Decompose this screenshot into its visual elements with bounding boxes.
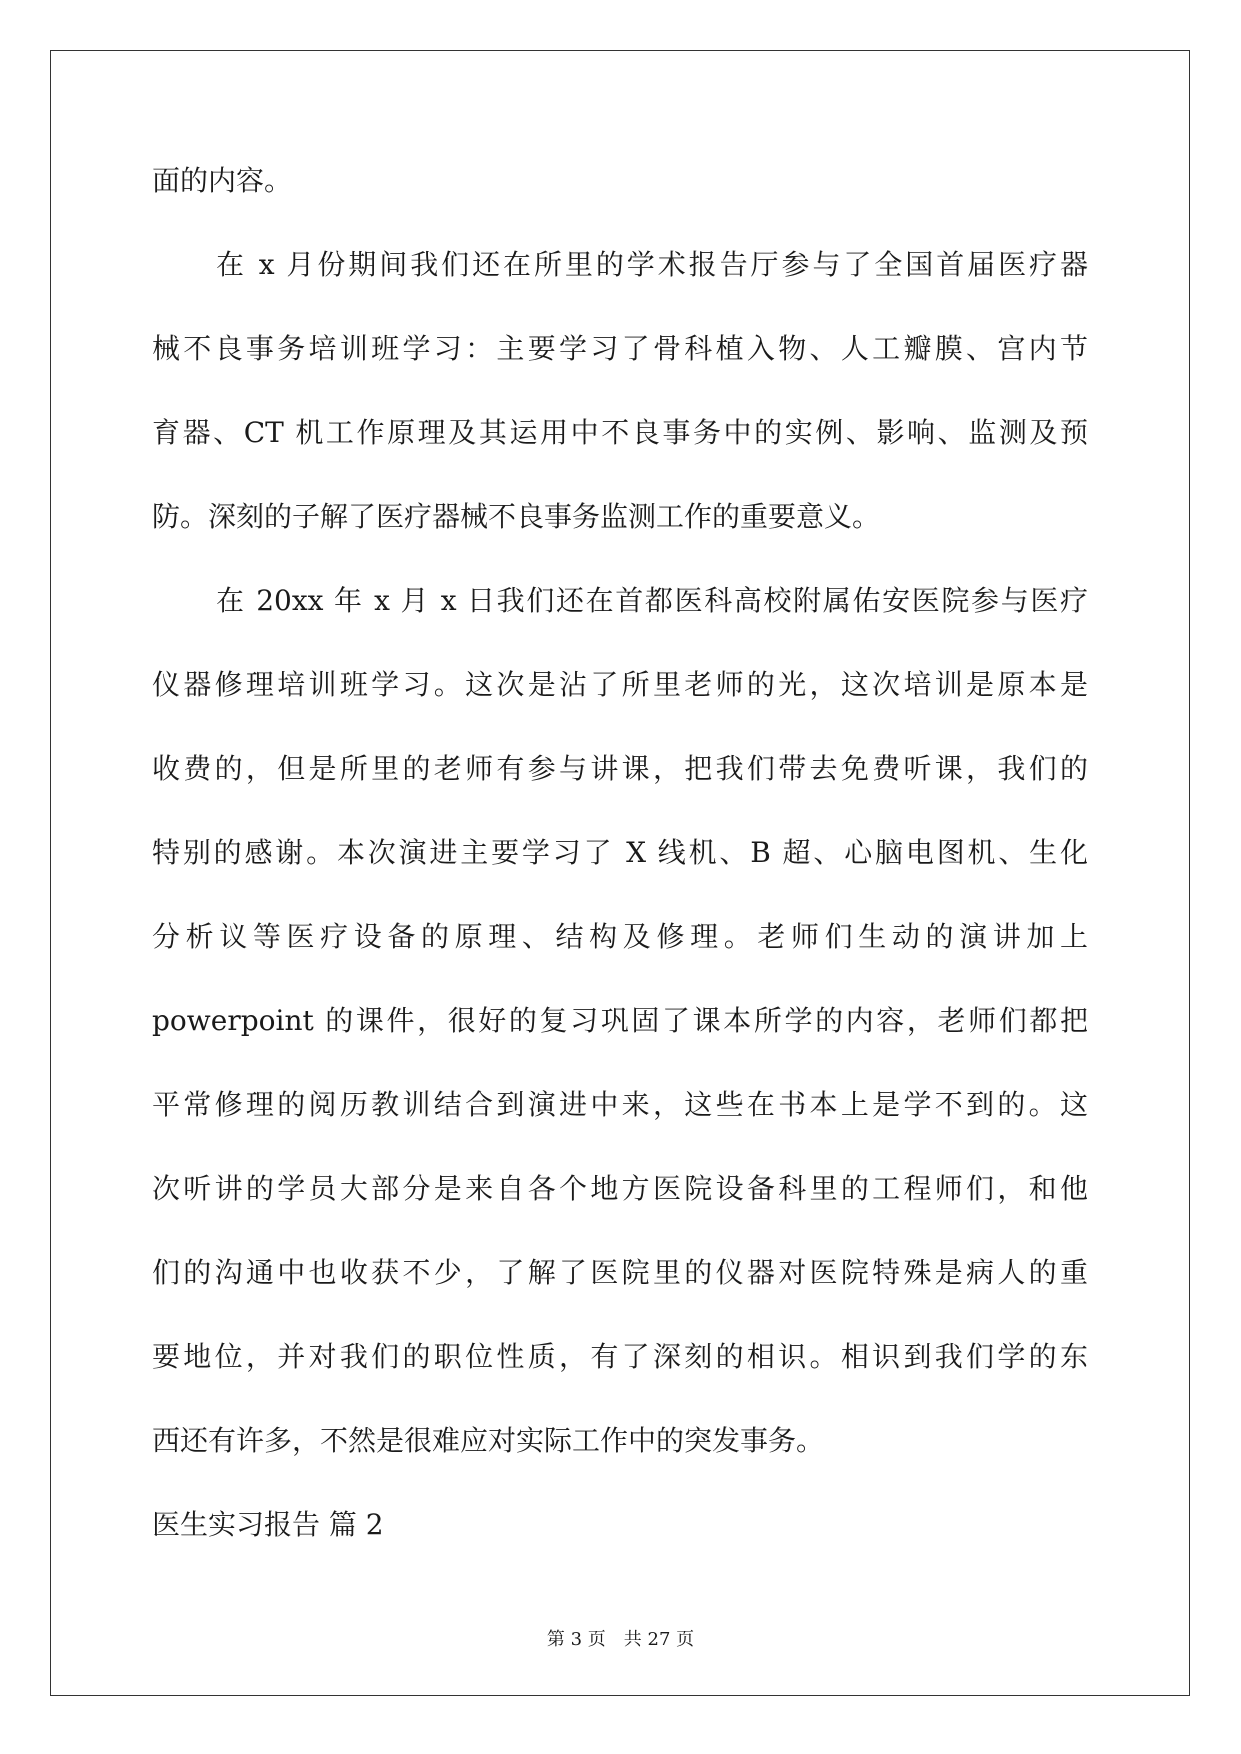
text-line: 械不良事务培训班学习：主要学习了骨科植入物、人工瓣膜、宫内节: [152, 332, 1088, 365]
text-line: 分析议等医疗设备的原理、结构及修理。老师们生动的演讲加上: [152, 920, 1088, 953]
page-total: 共 27 页: [623, 1629, 695, 1650]
text-line: 收费的，但是所里的老师有参与讲课，把我们带去免费听课，我们的: [152, 752, 1088, 785]
text-line: 特别的感谢。本次演进主要学习了 X 线机、B 超、心脑电图机、生化: [152, 836, 1088, 869]
text-line: 在 20xx 年 x 月 x 日我们还在首都医科高校附属佑安医院参与医疗: [216, 584, 1088, 617]
text-line: 面的内容。: [152, 164, 293, 197]
page-footer: [0, 1628, 1241, 1652]
text-line: 次听讲的学员大部分是来自各个地方医院设备科里的工程师们，和他: [152, 1172, 1088, 1205]
text-line: 西还有许多，不然是很难应对实际工作中的突发事务。: [152, 1424, 825, 1457]
text-line: 平常修理的阅历教训结合到演进中来，这些在书本上是学不到的。这: [152, 1088, 1088, 1121]
text-line: 在 x 月份期间我们还在所里的学术报告厅参与了全国首届医疗器: [216, 248, 1088, 281]
page-number: 第 3 页: [546, 1629, 606, 1650]
text-line: 仪器修理培训班学习。这次是沾了所里老师的光，这次培训是原本是: [152, 668, 1088, 701]
text-line: 要地位，并对我们的职位性质，有了深刻的相识。相识到我们学的东: [152, 1340, 1088, 1373]
text-line: 们的沟通中也收获不少，了解了医院里的仪器对医院特殊是病人的重: [152, 1256, 1088, 1289]
section-heading: 医生实习报告 篇 2: [152, 1508, 384, 1541]
text-line: powerpoint 的课件，很好的复习巩固了课本所学的内容，老师们都把: [152, 1004, 1088, 1037]
document-body: [152, 163, 1088, 1591]
text-line: 育器、CT 机工作原理及其运用中不良事务中的实例、影响、监测及预: [152, 416, 1088, 449]
text-line: 防。深刻的子解了医疗器械不良事务监测工作的重要意义。: [152, 500, 881, 533]
